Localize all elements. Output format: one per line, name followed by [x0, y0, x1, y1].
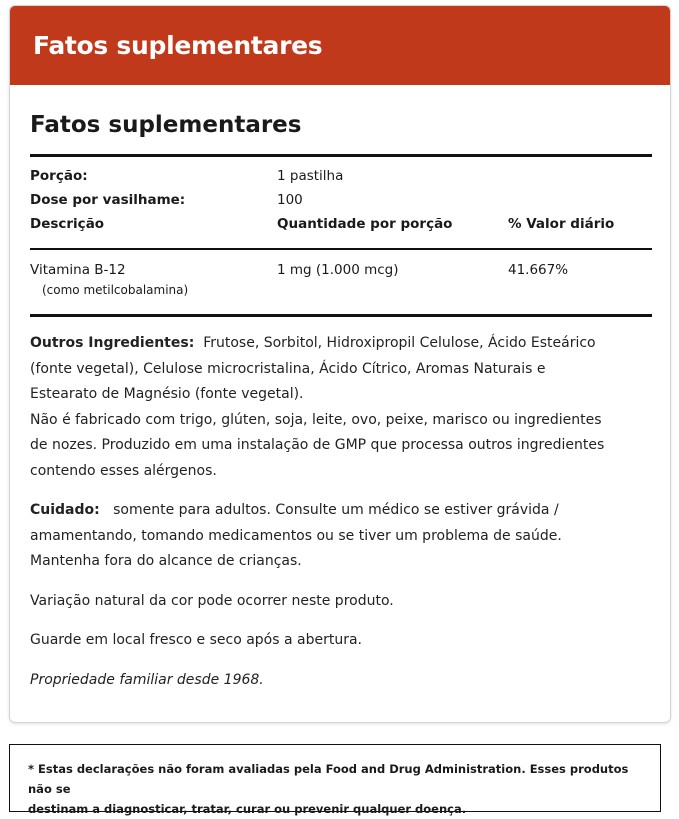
- fda-disclaimer: [9, 744, 661, 816]
- storage-note: Guarde em local fresco e seco após a abertura.: [30, 632, 363, 648]
- disclaimer-line: * Estas declarações não foram avaliadas pela Food and Drug Administration. Esses produtos não se: [28, 762, 629, 796]
- nutrient-source: (como metilcobalamina): [42, 283, 189, 297]
- other-ingredients-line: Frutose, Sorbitol, Hidroxipropil Celulose, Ácido Esteárico: [203, 335, 596, 351]
- nutrient-name: Vitamina B-12: [30, 262, 126, 278]
- facts-table: [30, 164, 652, 317]
- divider-thick: [30, 154, 652, 157]
- nutrient-daily-value: 41.667%: [508, 262, 569, 278]
- color-variation-note: Variação natural da cor pode ocorrer neste produto.: [30, 592, 394, 609]
- divider-thick: [30, 314, 652, 317]
- table-header-row: [30, 212, 652, 236]
- table-row: [30, 250, 652, 308]
- servings-per-container-label: Dose por vasilhame:: [30, 192, 186, 208]
- servings-per-container-value: 100: [277, 192, 303, 208]
- serving-size-label: Porção:: [30, 168, 88, 184]
- nutrient-amount: 1 mg (1.000 mcg): [277, 262, 399, 278]
- allergen-line: Não é fabricado com trigo, glúten, soja, leite, ovo, peixe, marisco ou ingredientes: [30, 411, 602, 428]
- panel-title: Fatos suplementares: [30, 112, 302, 138]
- serving-size-row: [30, 164, 652, 188]
- ingredients-section: [30, 331, 652, 693]
- allergen-line: de nozes. Produzido em uma instalação de GMP que processa outros ingredientes: [30, 437, 605, 453]
- other-ingredients-line: (fonte vegetal), Celulose microcristalina, Ácido Cítrico, Aromas Naturais e: [30, 360, 546, 377]
- caution-line: amamentando, tomando medicamentos ou se tiver um problema de saúde.: [30, 527, 562, 544]
- other-ingredients-label: Outros Ingredientes:: [30, 335, 195, 351]
- family-owned-note: Propriedade familiar desde 1968.: [30, 671, 264, 688]
- other-ingredients: [30, 331, 652, 484]
- caution-paragraph: [30, 498, 652, 575]
- allergen-line: contendo esses alérgenos.: [30, 462, 217, 479]
- section-header: [10, 6, 670, 85]
- serving-size-value: 1 pastilha: [277, 168, 344, 184]
- caution-line: Mantenha fora do alcance de crianças.: [30, 553, 302, 569]
- column-header-daily-value: % Valor diário: [508, 216, 615, 232]
- caution-line: somente para adultos. Consulte um médico se estiver grávida /: [113, 502, 559, 518]
- supplement-facts-card: [9, 5, 671, 723]
- section-title: Fatos suplementares: [33, 31, 323, 60]
- disclaimer-line: destinam a diagnosticar, tratar, curar ou prevenir qualquer doença.: [28, 802, 467, 816]
- supplement-facts-panel: [30, 106, 652, 693]
- column-header-amount: Quantidade por porção: [277, 216, 453, 232]
- servings-per-container-row: [30, 188, 652, 212]
- column-header-description: Descrição: [30, 216, 105, 232]
- caution-label: Cuidado:: [30, 502, 100, 518]
- other-ingredients-line: Estearato de Magnésio (fonte vegetal).: [30, 386, 304, 402]
